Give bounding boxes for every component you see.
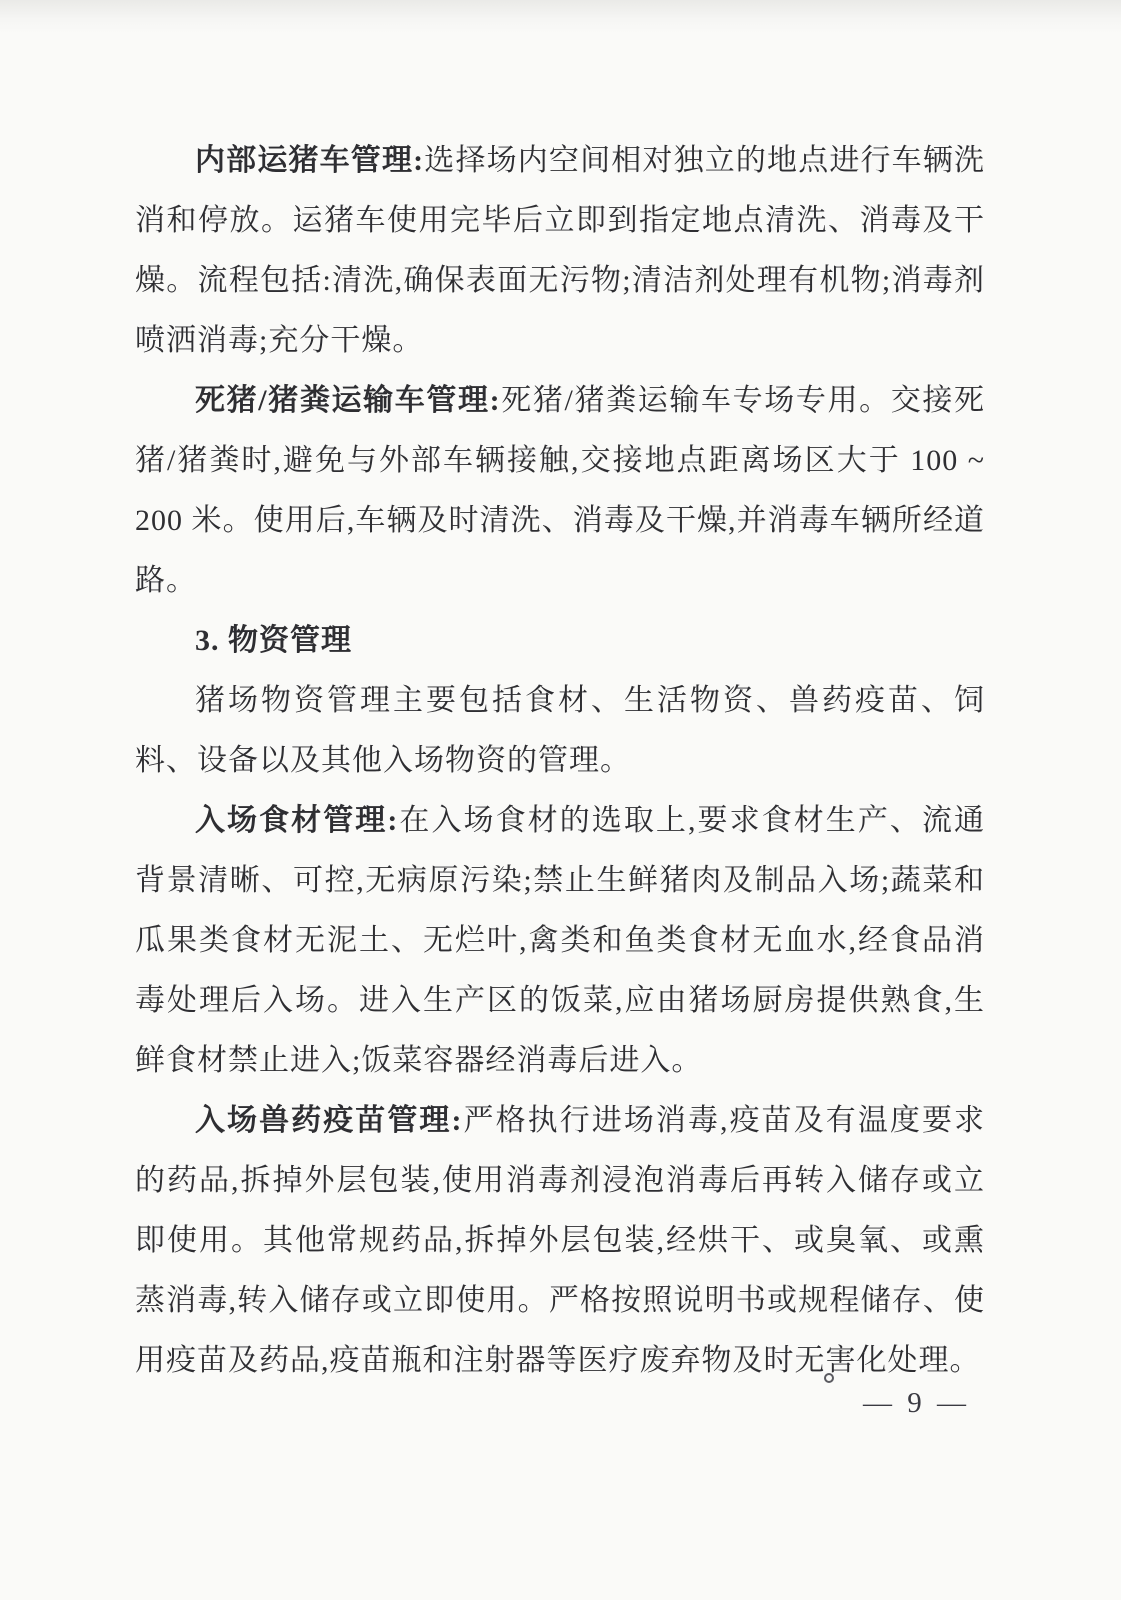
scan-artifact-dot xyxy=(824,1373,834,1383)
section-heading-materials-management xyxy=(135,611,985,671)
paragraph-text: 在入场食材的选取上,要求食材生产、流通背景清晰、可控,无病原污染;禁止生鲜猪肉及制品入场;蔬菜和瓜果类食材无泥土、无烂叶,禽类和鱼类食材无血水,经食品消毒处理后入场。进入生产区的饭菜,应由猪场厨房提供熟食,生鲜食材禁止进入;饭菜容器经消毒后进入。 xyxy=(135,804,985,1077)
paragraph-text: 猪场物资管理主要包括食材、生活物资、兽药疫苗、饲料、设备以及其他入场物资的管理。 xyxy=(135,684,985,777)
paragraph-text: 严格执行进场消毒,疫苗及有温度要求的药品,拆掉外层包装,使用消毒剂浸泡消毒后再转入储存或立即使用。其他常规药品,拆掉外层包装,经烘干、或臭氧、或熏蒸消毒,转入储存或立即使用。严格按照说明书或规程储存、使用疫苗及药品,疫苗瓶和注射器等医疗废弃物及时无害化处理。 xyxy=(135,1104,986,1377)
paragraph-text: 选择场内空间相对独立的地点进行车辆洗消和停放。运猪车使用完毕后立即到指定地点清洗、消毒及干燥。流程包括:清洗,确保表面无污物;清洁剂处理有机物;消毒剂喷洒消毒;充分干燥。 xyxy=(135,144,986,357)
paragraph-lead: 死猪/猪粪运输车管理: xyxy=(195,384,501,417)
paragraph-lead: 入场兽药疫苗管理: xyxy=(195,1104,463,1137)
paragraph-text: 死猪/猪粪运输车专场专用。交接死猪/猪粪时,避免与外部车辆接触,交接地点距离场区大于 100 ~ 200 米。使用后,车辆及时清洗、消毒及干燥,并消毒车辆所经道路。 xyxy=(135,384,985,597)
paragraph-dead-pig-manure-truck xyxy=(135,371,985,611)
section-heading-text: 3. 物资管理 xyxy=(195,624,352,657)
document-text-block xyxy=(135,131,985,1391)
paragraph-materials-overview xyxy=(135,671,985,791)
paragraph-internal-pig-truck xyxy=(135,131,985,371)
page-number: — 9 — xyxy=(863,1387,970,1419)
paragraph-lead: 入场食材管理: xyxy=(195,804,399,837)
paragraph-food-material-management xyxy=(135,791,985,1091)
paragraph-vet-drug-vaccine-management xyxy=(135,1091,985,1391)
paragraph-lead: 内部运猪车管理: xyxy=(195,144,425,177)
